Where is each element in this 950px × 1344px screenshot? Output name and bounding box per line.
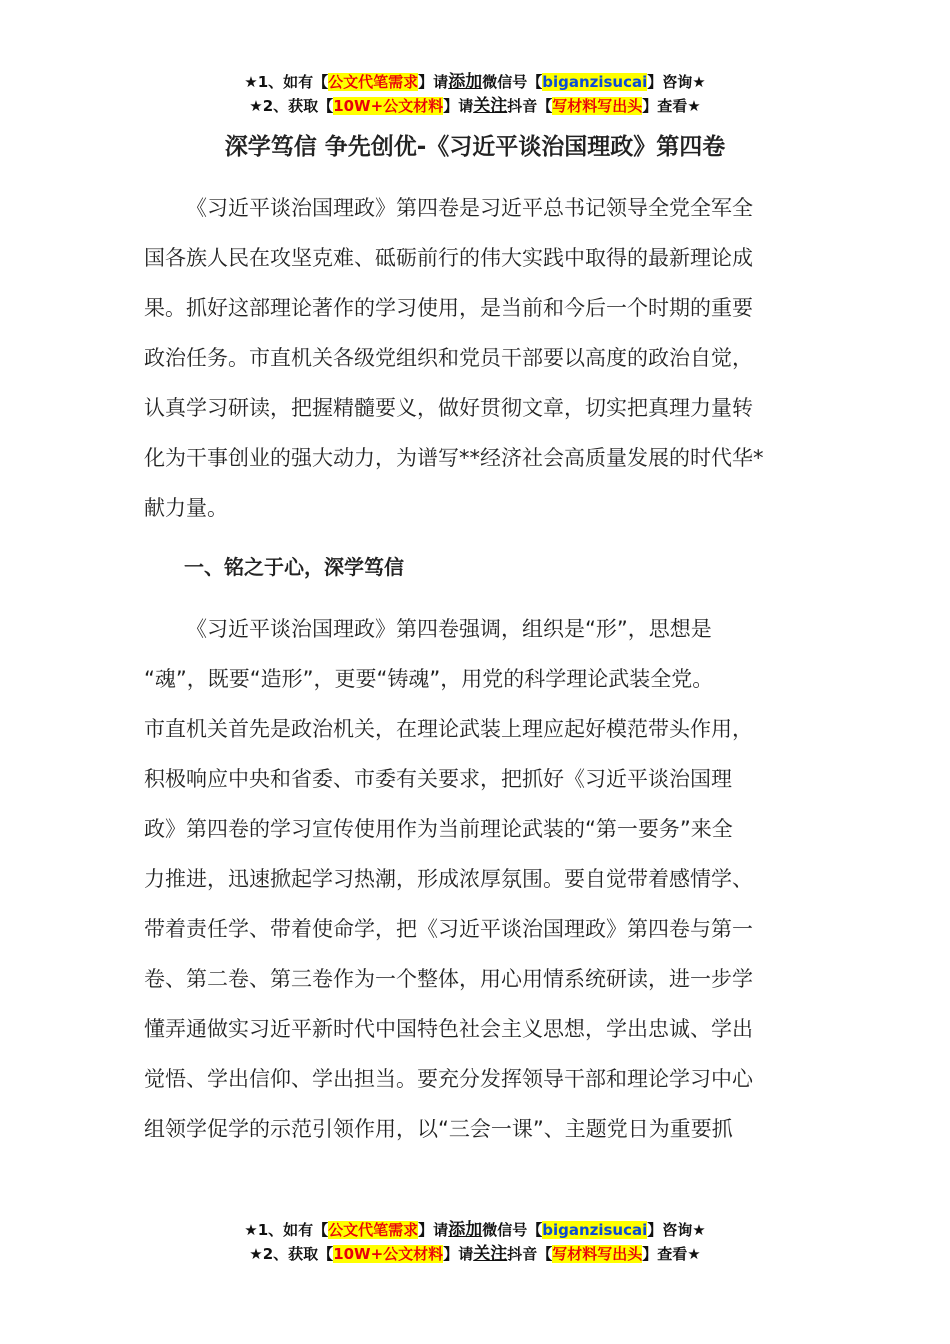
paragraph-line: 卷、第二卷、第三卷作为一个整体，用心用情系统研读，进一步学 [144, 967, 753, 991]
paragraph-line: 献力量。 [144, 496, 228, 520]
banner-text: 微信号【 [482, 73, 543, 91]
highlighted-text: 10W+公文材料 [333, 1245, 444, 1263]
paragraph-line: 市直机关首先是政治机关，在理论武装上理应起好模范带头作用， [144, 717, 753, 741]
paragraph-line: 国各族人民在攻坚克难、砥砺前行的伟大实践中取得的最新理论成 [144, 246, 753, 270]
paragraph-line: 积极响应中央和省委、市委有关要求，把抓好《习近平谈治国理 [144, 767, 732, 791]
top-promo-banner [0, 70, 950, 118]
document-title: 深学笃信 争先创优-《习近平谈治国理政》第四卷 [224, 134, 726, 160]
paragraph-line: 果。抓好这部理论著作的学习使用，是当前和今后一个时期的重要 [144, 296, 753, 320]
banner-text: ★2、获取【 [249, 97, 334, 115]
paragraph-line: 带着责任学、带着使命学，把《习近平谈治国理政》第四卷与第一 [144, 917, 753, 941]
banner-line-2 [0, 94, 950, 118]
emphasized-text: 关注 [473, 96, 508, 116]
banner-text: 微信号【 [482, 1221, 543, 1239]
paragraph-section-1 [144, 604, 824, 1154]
highlighted-text: 写材料写出头 [552, 97, 643, 115]
banner-text: 】请 [418, 1221, 449, 1239]
emphasized-text: 添加 [448, 72, 483, 92]
banner-text: 】咨询★ [647, 73, 706, 91]
paragraph-line: 力推进，迅速掀起学习热潮，形成浓厚氛围。要自觉带着感情学、 [144, 867, 753, 891]
highlighted-text: 10W+公文材料 [333, 97, 444, 115]
banner-text: 】查看★ [642, 1245, 701, 1263]
banner-text: 】请 [443, 97, 474, 115]
section-heading: 一、铭之于心，深学笃信 [184, 555, 404, 579]
paragraph-line: 组领学促学的示范引领作用，以“三会一课”、主题党日为重要抓 [144, 1117, 733, 1141]
banner-text: 抖音【 [507, 1245, 553, 1263]
banner-text: ★1、如有【 [244, 1221, 329, 1239]
paragraph-line: 《习近平谈治国理政》第四卷是习近平总书记领导全党全军全 [186, 196, 753, 220]
wechat-id: biganzisucai [542, 1221, 648, 1239]
banner-text: 抖音【 [507, 97, 553, 115]
paragraph-line: 觉悟、学出信仰、学出担当。要充分发挥领导干部和理论学习中心 [144, 1067, 753, 1091]
banner-text: ★2、获取【 [249, 1245, 334, 1263]
paragraph-line: 《习近平谈治国理政》第四卷强调，组织是“形”，思想是 [186, 617, 712, 641]
banner-text: 】咨询★ [647, 1221, 706, 1239]
banner-text: 】请 [443, 1245, 474, 1263]
banner-line-2 [0, 1242, 950, 1266]
banner-line-1 [0, 70, 950, 94]
highlighted-text: 写材料写出头 [552, 1245, 643, 1263]
paragraph-intro [144, 183, 824, 533]
paragraph-line: 认真学习研读，把握精髓要义，做好贯彻文章，切实把真理力量转 [144, 396, 753, 420]
highlighted-text: 公文代笔需求 [328, 73, 419, 91]
banner-line-1 [0, 1218, 950, 1242]
banner-text: 】请 [418, 73, 449, 91]
paragraph-line: 政治任务。市直机关各级党组织和党员干部要以高度的政治自觉， [144, 346, 753, 370]
paragraph-line: 政》第四卷的学习宣传使用作为当前理论武装的“第一要务”来全 [144, 817, 733, 841]
paragraph-line: 懂弄通做实习近平新时代中国特色社会主义思想，学出忠诚、学出 [144, 1017, 753, 1041]
banner-text: 】查看★ [642, 97, 701, 115]
paragraph-line: 化为干事创业的强大动力，为谱写**经济社会高质量发展的时代华* [144, 446, 764, 470]
highlighted-text: 公文代笔需求 [328, 1221, 419, 1239]
wechat-id: biganzisucai [542, 73, 648, 91]
emphasized-text: 关注 [473, 1244, 508, 1264]
emphasized-text: 添加 [448, 1220, 483, 1240]
bottom-promo-banner [0, 1218, 950, 1266]
paragraph-line: “魂”，既要“造形”，更要“铸魂”，用党的科学理论武装全党。 [144, 667, 714, 691]
banner-text: ★1、如有【 [244, 73, 329, 91]
